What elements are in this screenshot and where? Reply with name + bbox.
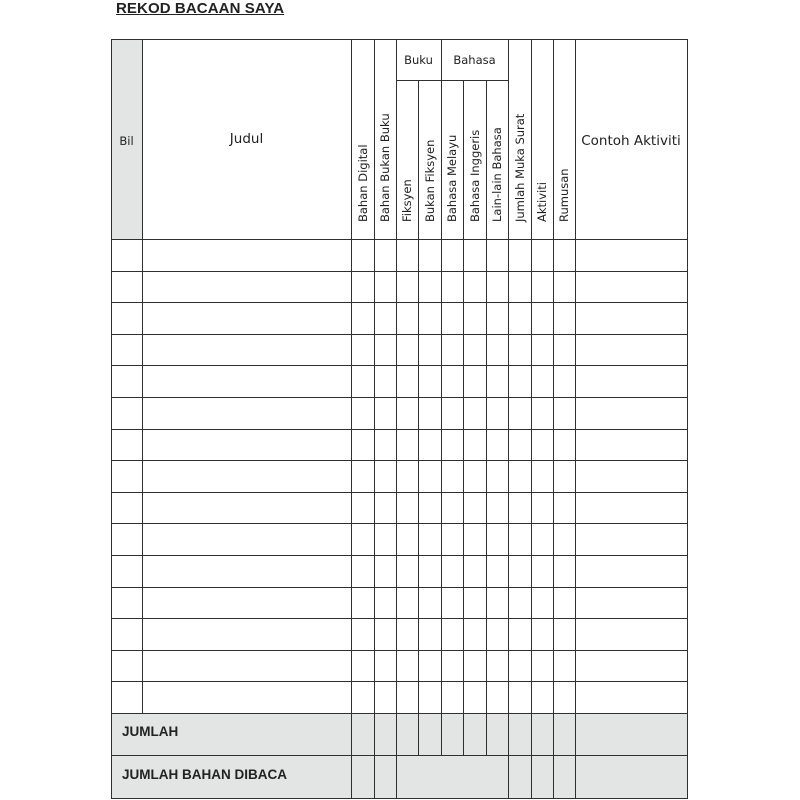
table-cell[interactable] [375, 240, 396, 271]
table-cell[interactable] [352, 651, 374, 682]
row-divider [111, 365, 688, 366]
column-divider [418, 80, 419, 756]
table-cell[interactable] [464, 398, 486, 429]
header-lain-lain-bahasa: Lain-lain Bahasa [490, 127, 504, 222]
row-divider [111, 618, 688, 619]
table-cell[interactable] [532, 493, 553, 524]
table-cell[interactable] [487, 430, 508, 461]
table-cell[interactable] [487, 619, 508, 650]
table-cell[interactable] [554, 524, 575, 555]
table-cell[interactable] [442, 398, 463, 429]
table-cell[interactable] [352, 430, 374, 461]
table-cell[interactable] [143, 524, 351, 555]
table-cell[interactable] [576, 524, 687, 555]
table-cell[interactable] [554, 588, 575, 619]
header-divider [111, 239, 688, 240]
table-cell[interactable] [352, 335, 374, 366]
table-cell[interactable] [442, 619, 463, 650]
table-border-top [111, 39, 688, 40]
table-cell[interactable] [143, 682, 351, 713]
table-cell[interactable] [375, 335, 396, 366]
table-cell[interactable] [442, 303, 463, 334]
table-cell[interactable] [143, 651, 351, 682]
table-cell[interactable] [112, 240, 142, 271]
table-cell[interactable] [419, 651, 441, 682]
table-cell[interactable] [375, 524, 396, 555]
table-cell[interactable] [532, 524, 553, 555]
table-cell[interactable] [375, 461, 396, 492]
footer-divider-dibaca [111, 755, 688, 756]
table-cell[interactable] [375, 493, 396, 524]
table-cell[interactable] [464, 461, 486, 492]
column-divider [351, 39, 352, 799]
table-cell[interactable] [487, 461, 508, 492]
table-cell[interactable] [554, 430, 575, 461]
row-divider [111, 650, 688, 651]
table-cell[interactable] [487, 651, 508, 682]
table-cell[interactable] [143, 303, 351, 334]
table-cell[interactable] [419, 272, 441, 303]
table-border-right [687, 39, 688, 799]
table-cell[interactable] [576, 240, 687, 271]
table-cell[interactable] [375, 303, 396, 334]
table-cell[interactable] [576, 651, 687, 682]
table-cell[interactable] [464, 651, 486, 682]
table-cell[interactable] [397, 303, 418, 334]
table-cell[interactable] [554, 398, 575, 429]
table-cell[interactable] [375, 430, 396, 461]
page-title: REKOD BACAAN SAYA [116, 0, 285, 17]
table-cell[interactable] [112, 366, 142, 397]
table-cell[interactable] [464, 335, 486, 366]
group-header-divider [396, 80, 509, 81]
table-cell[interactable] [576, 493, 687, 524]
table-cell[interactable] [112, 493, 142, 524]
column-divider [142, 39, 143, 714]
row-divider [111, 429, 688, 430]
table-cell[interactable] [419, 430, 441, 461]
table-cell[interactable] [532, 556, 553, 587]
table-cell[interactable] [464, 240, 486, 271]
table-cell[interactable] [112, 398, 142, 429]
table-cell[interactable] [487, 272, 508, 303]
table-cell[interactable] [352, 493, 374, 524]
table-cell[interactable] [352, 588, 374, 619]
table-cell[interactable] [419, 461, 441, 492]
table-cell[interactable] [419, 335, 441, 366]
table-cell[interactable] [576, 303, 687, 334]
table-cell[interactable] [487, 303, 508, 334]
table-cell[interactable] [509, 619, 531, 650]
column-divider [374, 39, 375, 799]
table-cell[interactable] [487, 366, 508, 397]
table-cell[interactable] [112, 303, 142, 334]
table-cell[interactable] [509, 461, 531, 492]
table-cell[interactable] [464, 588, 486, 619]
footer-divider-jumlah [111, 713, 688, 714]
column-divider [396, 39, 397, 799]
table-cell[interactable] [112, 619, 142, 650]
row-divider [111, 271, 688, 272]
table-cell[interactable] [397, 335, 418, 366]
table-cell[interactable] [554, 303, 575, 334]
table-cell[interactable] [576, 556, 687, 587]
footer-jumlah-label: JUMLAH [122, 724, 179, 739]
table-cell[interactable] [397, 682, 418, 713]
table-cell[interactable] [554, 366, 575, 397]
table-cell[interactable] [397, 588, 418, 619]
table-cell[interactable] [112, 461, 142, 492]
table-cell[interactable] [442, 651, 463, 682]
table-cell[interactable] [397, 398, 418, 429]
column-divider [486, 80, 487, 756]
table-cell[interactable] [397, 524, 418, 555]
table-cell[interactable] [419, 619, 441, 650]
row-divider [111, 587, 688, 588]
table-cell[interactable] [375, 682, 396, 713]
row-divider [111, 555, 688, 556]
table-cell[interactable] [442, 430, 463, 461]
table-cell[interactable] [509, 335, 531, 366]
table-cell[interactable] [143, 556, 351, 587]
table-cell[interactable] [464, 272, 486, 303]
table-cell[interactable] [576, 461, 687, 492]
table-cell[interactable] [442, 335, 463, 366]
table-cell[interactable] [442, 556, 463, 587]
table-cell[interactable] [419, 682, 441, 713]
table-cell[interactable] [352, 366, 374, 397]
table-cell[interactable] [487, 398, 508, 429]
table-cell[interactable] [112, 272, 142, 303]
table-cell[interactable] [464, 303, 486, 334]
table-cell[interactable] [464, 556, 486, 587]
table-cell[interactable] [442, 272, 463, 303]
table-cell[interactable] [352, 303, 374, 334]
header-bahasa-inggeris: Bahasa Inggeris [467, 129, 482, 222]
table-cell[interactable] [352, 240, 374, 271]
table-cell[interactable] [352, 461, 374, 492]
table-cell[interactable] [532, 682, 553, 713]
column-divider [531, 39, 532, 799]
column-divider [508, 39, 509, 799]
table-cell[interactable] [352, 398, 374, 429]
table-cell[interactable] [509, 588, 531, 619]
header-bahan-bukan-buku: Bahan Bukan Buku [378, 113, 392, 222]
header-contoh-aktiviti: Contoh Aktiviti [581, 133, 681, 149]
table-cell[interactable] [554, 682, 575, 713]
header-bukan-fiksyen: Bukan Fiksyen [422, 139, 437, 222]
table-cell[interactable] [112, 682, 142, 713]
table-cell[interactable] [442, 493, 463, 524]
table-cell[interactable] [487, 335, 508, 366]
row-divider [111, 302, 688, 303]
table-cell[interactable] [397, 430, 418, 461]
header-bil: Bil [119, 134, 134, 148]
table-cell[interactable] [112, 430, 142, 461]
table-cell[interactable] [576, 335, 687, 366]
table-cell[interactable] [397, 651, 418, 682]
table-cell[interactable] [397, 272, 418, 303]
table-cell[interactable] [375, 651, 396, 682]
header-fiksyen: Fiksyen [400, 179, 414, 222]
table-cell[interactable] [509, 272, 531, 303]
table-cell[interactable] [464, 682, 486, 713]
table-cell[interactable] [442, 524, 463, 555]
table-cell[interactable] [352, 619, 374, 650]
table-border-left [111, 39, 112, 799]
table-cell[interactable] [509, 524, 531, 555]
row-divider [111, 334, 688, 335]
table-cell[interactable] [464, 366, 486, 397]
table-cell[interactable] [419, 398, 441, 429]
table-cell[interactable] [487, 524, 508, 555]
table-cell[interactable] [419, 524, 441, 555]
table-cell[interactable] [442, 588, 463, 619]
table-cell[interactable] [554, 272, 575, 303]
footer-shade-jumlah [111, 713, 687, 755]
table-cell[interactable] [397, 240, 418, 271]
table-cell[interactable] [487, 682, 508, 713]
table-cell[interactable] [397, 493, 418, 524]
footer-jumlah-bahan-dibaca-label: JUMLAH BAHAN DIBACA [122, 767, 287, 782]
table-cell[interactable] [554, 619, 575, 650]
table-cell[interactable] [532, 651, 553, 682]
table-cell[interactable] [112, 588, 142, 619]
table-cell[interactable] [509, 398, 531, 429]
table-cell[interactable] [576, 398, 687, 429]
table-cell[interactable] [487, 240, 508, 271]
header-group-bahasa: Bahasa [453, 53, 496, 67]
table-cell[interactable] [532, 588, 553, 619]
table-cell[interactable] [464, 430, 486, 461]
table-cell[interactable] [143, 398, 351, 429]
row-divider [111, 523, 688, 524]
table-cell[interactable] [375, 272, 396, 303]
table-border-bottom [111, 798, 688, 799]
table-cell[interactable] [554, 461, 575, 492]
table-cell[interactable] [352, 524, 374, 555]
table-cell[interactable] [509, 366, 531, 397]
table-cell[interactable] [143, 240, 351, 271]
table-cell[interactable] [419, 493, 441, 524]
table-cell[interactable] [509, 682, 531, 713]
table-cell[interactable] [375, 556, 396, 587]
row-divider [111, 492, 688, 493]
column-divider [553, 39, 554, 799]
table-cell[interactable] [576, 588, 687, 619]
table-cell[interactable] [112, 524, 142, 555]
table-cell[interactable] [464, 493, 486, 524]
table-cell[interactable] [554, 556, 575, 587]
table-cell[interactable] [352, 556, 374, 587]
column-divider [463, 80, 464, 756]
table-cell[interactable] [397, 366, 418, 397]
table-cell[interactable] [487, 556, 508, 587]
table-cell[interactable] [532, 335, 553, 366]
table-cell[interactable] [143, 366, 351, 397]
table-cell[interactable] [143, 619, 351, 650]
table-cell[interactable] [143, 461, 351, 492]
table-cell[interactable] [509, 556, 531, 587]
row-divider [111, 397, 688, 398]
table-cell[interactable] [143, 335, 351, 366]
table-cell[interactable] [554, 335, 575, 366]
table-cell[interactable] [442, 240, 463, 271]
header-aktiviti: Aktiviti [535, 182, 549, 222]
table-cell[interactable] [464, 524, 486, 555]
header-judul: Judul [229, 131, 264, 147]
table-cell[interactable] [112, 651, 142, 682]
table-cell[interactable] [112, 335, 142, 366]
table-cell[interactable] [509, 240, 531, 271]
row-divider [111, 681, 688, 682]
table-cell[interactable] [576, 366, 687, 397]
header-group-buku: Buku [404, 53, 433, 67]
table-cell[interactable] [532, 398, 553, 429]
header-jumlah-muka-surat: Jumlah Muka Surat [512, 113, 527, 222]
table-cell[interactable] [576, 682, 687, 713]
table-cell[interactable] [375, 588, 396, 619]
table-cell[interactable] [509, 303, 531, 334]
table-cell[interactable] [576, 430, 687, 461]
table-cell[interactable] [532, 366, 553, 397]
table-cell[interactable] [419, 556, 441, 587]
column-divider [575, 39, 576, 799]
table-cell[interactable] [397, 461, 418, 492]
table-cell[interactable] [532, 272, 553, 303]
table-cell[interactable] [143, 493, 351, 524]
table-cell[interactable] [375, 366, 396, 397]
header-bahan-digital: Bahan Digital [355, 144, 370, 222]
table-cell[interactable] [442, 461, 463, 492]
table-cell[interactable] [532, 461, 553, 492]
table-cell[interactable] [352, 272, 374, 303]
table-cell[interactable] [375, 619, 396, 650]
column-divider [441, 39, 442, 756]
table-cell[interactable] [487, 588, 508, 619]
table-cell[interactable] [532, 619, 553, 650]
table-cell[interactable] [532, 430, 553, 461]
table-cell[interactable] [143, 272, 351, 303]
table-cell[interactable] [509, 493, 531, 524]
table-cell[interactable] [143, 430, 351, 461]
table-cell[interactable] [397, 619, 418, 650]
header-bahasa-melayu: Bahasa Melayu [445, 134, 459, 222]
table-cell[interactable] [576, 272, 687, 303]
table-cell[interactable] [112, 556, 142, 587]
table-cell[interactable] [509, 651, 531, 682]
table-cell[interactable] [419, 240, 441, 271]
table-cell[interactable] [419, 366, 441, 397]
table-cell[interactable] [375, 398, 396, 429]
table-cell[interactable] [554, 240, 575, 271]
table-cell[interactable] [554, 493, 575, 524]
table-cell[interactable] [509, 430, 531, 461]
table-cell[interactable] [532, 303, 553, 334]
table-cell[interactable] [576, 619, 687, 650]
table-cell[interactable] [532, 240, 553, 271]
table-cell[interactable] [397, 556, 418, 587]
table-cell[interactable] [143, 588, 351, 619]
row-divider [111, 460, 688, 461]
table-cell[interactable] [419, 303, 441, 334]
table-cell[interactable] [554, 651, 575, 682]
header-rumusan: Rumusan [557, 168, 571, 222]
table-cell[interactable] [352, 682, 374, 713]
table-cell[interactable] [442, 682, 463, 713]
table-cell[interactable] [419, 588, 441, 619]
table-cell[interactable] [487, 493, 508, 524]
table-cell[interactable] [442, 366, 463, 397]
table-cell[interactable] [464, 619, 486, 650]
